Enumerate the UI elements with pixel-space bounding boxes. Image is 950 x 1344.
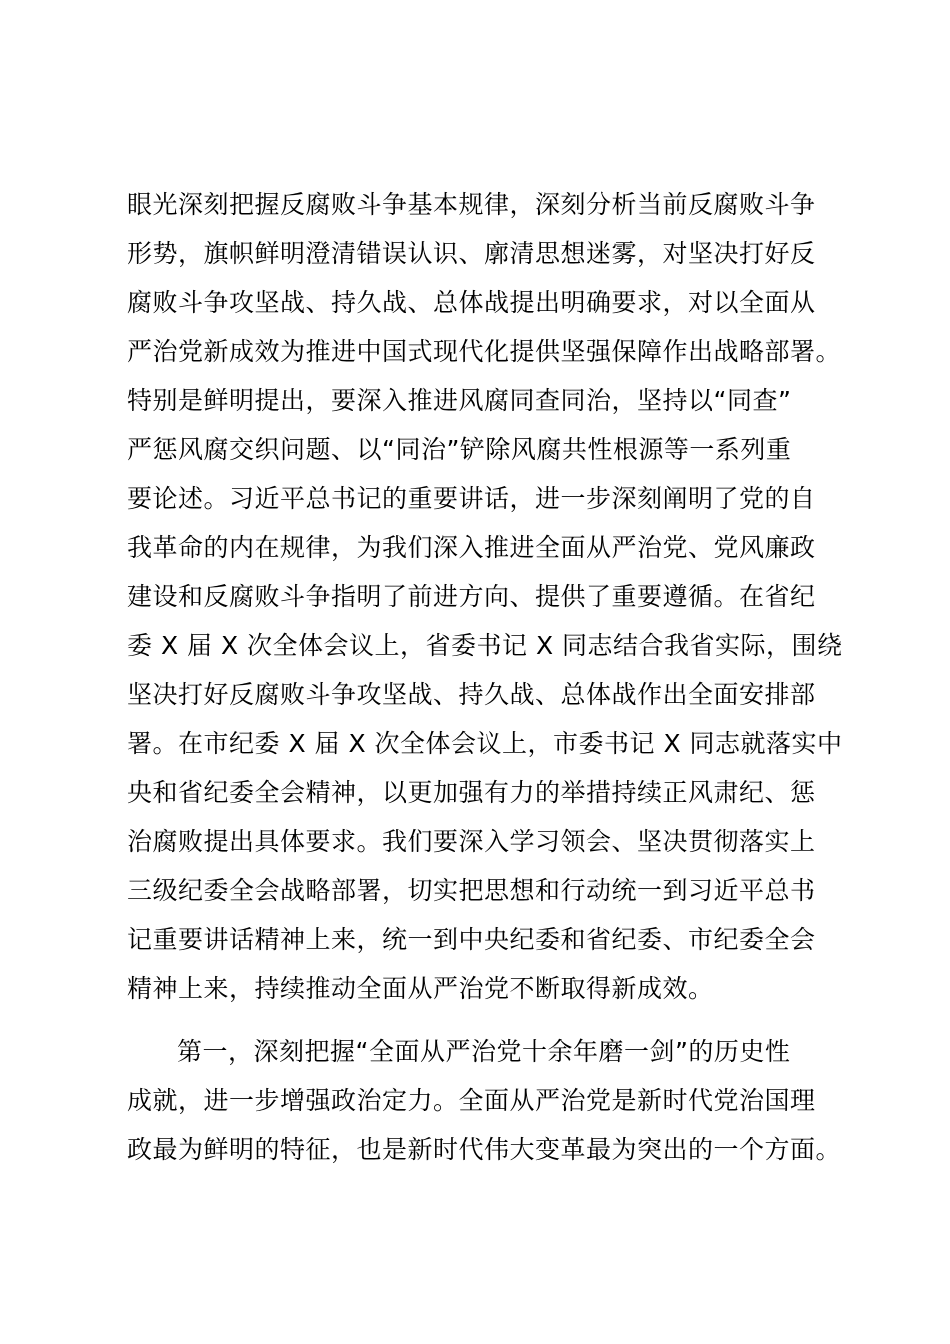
text-line: 腐败斗争攻坚战、持久战、总体战提出明确要求，对以全面从 — [127, 288, 816, 317]
text-line: 精神上来，持续推动全面从严治党不断取得新成效。 — [127, 974, 714, 1003]
text-line: 严治党新成效为推进中国式现代化提供坚强保障作出战略部署。 — [127, 337, 842, 366]
text-line: 坚决打好反腐败斗争攻坚战、持久战、总体战作出全面安排部 — [127, 680, 816, 709]
text-line: 要论述。习近平总书记的重要讲话，进一步深刻阐明了党的自 — [127, 484, 816, 513]
text-line: 治腐败提出具体要求。我们要深入学习领会、坚决贯彻落实上 — [127, 827, 816, 856]
text-line: 严惩风腐交织问题、以“同治”铲除风腐共性根源等一系列重 — [127, 435, 792, 464]
text-line: 眼光深刻把握反腐败斗争基本规律，深刻分析当前反腐败斗争 — [127, 190, 816, 219]
paragraph-first-line: 第一，深刻把握“全面从严治党十余年磨一剑”的历史性 — [177, 1037, 791, 1066]
text-line: 央和省纪委全会精神，以更加强有力的举措持续正风肃纪、惩 — [127, 778, 816, 807]
text-line: 三级纪委全会战略部署，切实把思想和行动统一到习近平总书 — [127, 876, 816, 905]
text-line: 成就，进一步增强政治定力。全面从严治党是新时代党治国理 — [127, 1086, 816, 1115]
text-line: 记重要讲话精神上来，统一到中央纪委和省纪委、市纪委全会 — [127, 925, 816, 954]
text-line: 委 X 届 X 次全体会议上，省委书记 X 同志结合我省实际，围绕 — [127, 631, 843, 660]
text-line: 特别是鲜明提出，要深入推进风腐同查同治，坚持以“同查” — [127, 386, 792, 415]
document-body — [127, 180, 843, 1174]
text-line: 形势，旗帜鲜明澄清错误认识、廓清思想迷雾，对坚决打好反 — [127, 239, 816, 268]
text-line: 署。在市纪委 X 届 X 次全体会议上，市委书记 X 同志就落实中 — [127, 729, 843, 758]
text-line: 我革命的内在规律，为我们深入推进全面从严治党、党风廉政 — [127, 533, 816, 562]
text-line: 建设和反腐败斗争指明了前进方向、提供了重要遵循。在省纪 — [127, 582, 816, 611]
text-line: 政最为鲜明的特征，也是新时代伟大变革最为突出的一个方面。 — [127, 1135, 842, 1164]
